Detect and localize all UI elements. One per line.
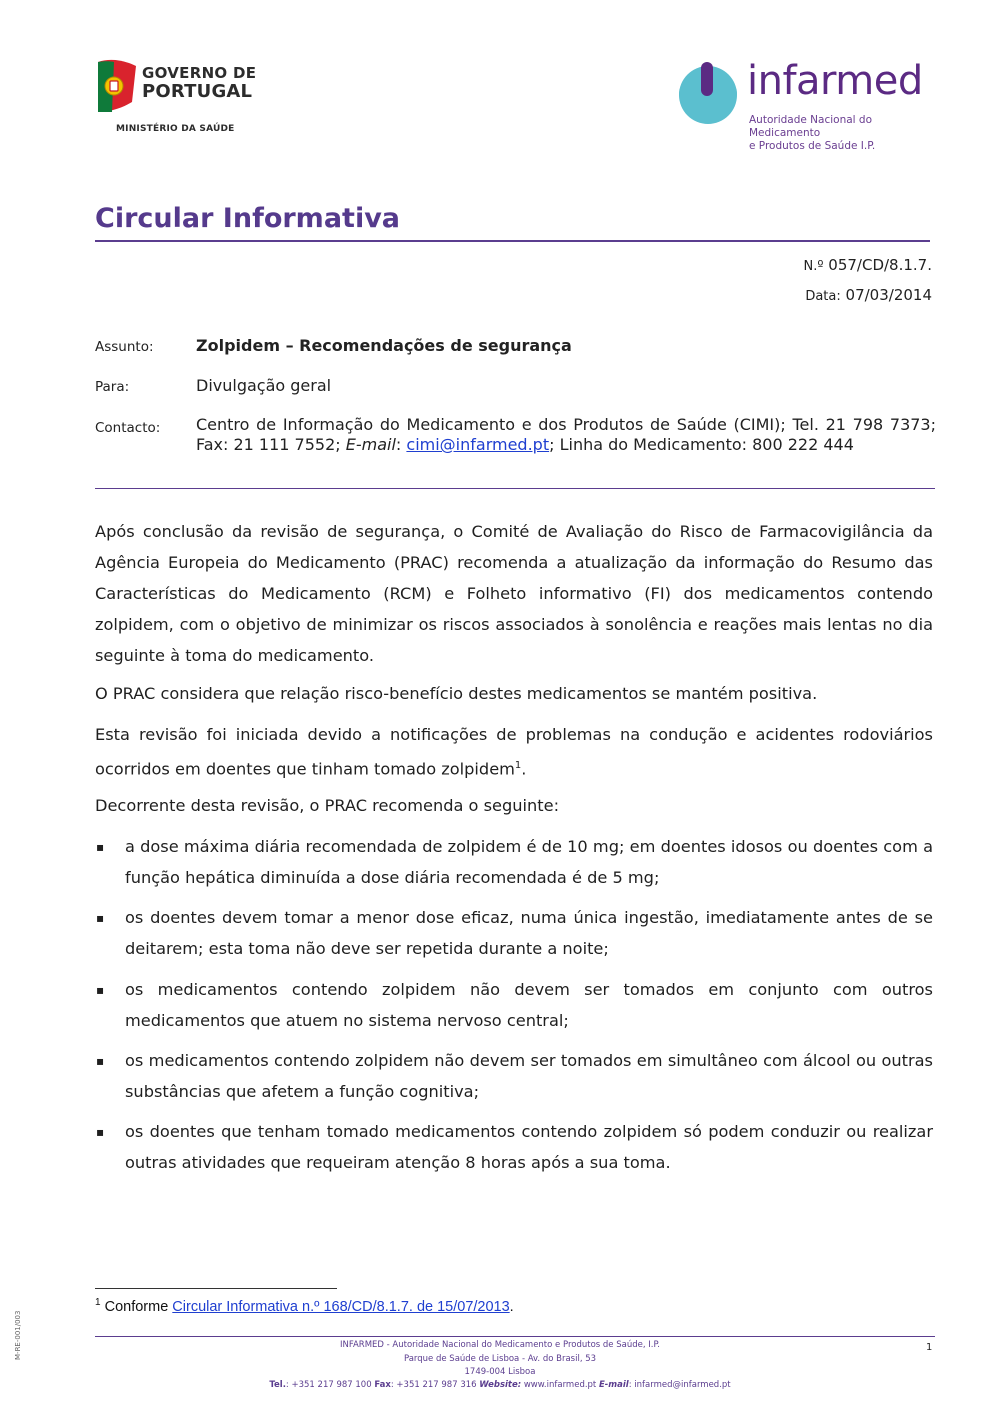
email-label: E-mail bbox=[345, 435, 396, 454]
infarmed-logo bbox=[675, 56, 945, 152]
footnote-reference: 1 bbox=[514, 760, 522, 771]
paragraph-origin-text: Esta revisão foi iniciada devido a notificações de problemas na condução e acidentes rodoviários ocorridos em doentes que tinham tomado zolpidem bbox=[95, 725, 933, 779]
subject-value: Zolpidem – Recomendações de segurança bbox=[196, 336, 572, 355]
footer-postal-code: 1749-004 Lisboa bbox=[464, 1367, 536, 1377]
paragraph-benefit: O PRAC considera que relação risco-benefício destes medicamentos se mantém positiva. bbox=[95, 684, 818, 703]
footer-contacts bbox=[0, 1380, 1000, 1390]
footer-fax-label: Fax bbox=[374, 1380, 391, 1390]
list-item: os medicamentos contendo zolpidem não devem ser tomados em conjunto com outros medicamentos que atuem no sistema nervoso central; bbox=[125, 980, 933, 1030]
footer-organization: INFARMED - Autoridade Nacional do Medicamento e Produtos de Saúde, I.P. bbox=[340, 1340, 660, 1350]
paragraph-origin bbox=[95, 719, 933, 784]
footnote-end: . bbox=[509, 1298, 514, 1315]
header-divider bbox=[95, 488, 935, 489]
gov-logo-line1: GOVERNO DE bbox=[142, 64, 257, 82]
number-value: 057/CD/8.1.7. bbox=[828, 256, 932, 274]
list-item: os doentes que tenham tomado medicamentos contendo zolpidem só podem conduzir ou realizar outras atividades que requeiram atenção 8 horas após a sua toma. bbox=[125, 1122, 933, 1172]
contact-value bbox=[196, 415, 936, 455]
email-separator: : bbox=[395, 435, 407, 454]
paragraph-origin-end: . bbox=[521, 759, 527, 779]
title-divider bbox=[95, 240, 930, 242]
infarmed-subtitle-line1: Autoridade Nacional do Medicamento bbox=[749, 114, 873, 139]
infarmed-wordmark: infarmed bbox=[747, 58, 923, 104]
paragraph-intro: Após conclusão da revisão de segurança, o Comité de Avaliação do Risco de Farmacovigilância da Agência Europeia do Medicamento (PRAC) recomenda a atualização da informação do Resumo das Características do Medicamento (RCM) e Folheto informativo (FI) dos medicamentos contendo zolpidem, com o objetivo de minimizar os riscos associados à sonolência e reações mais lentas no dia seguinte à toma do medicamento. bbox=[95, 522, 933, 665]
list-item: os medicamentos contendo zolpidem não devem ser tomados em simultâneo com álcool ou outras substâncias que afetem a função cognitiva; bbox=[125, 1051, 933, 1101]
bullet-marker: ▪ bbox=[96, 1125, 105, 1139]
infarmed-mark-icon bbox=[675, 62, 741, 132]
date-value: 07/03/2014 bbox=[845, 286, 932, 304]
footer-tel-label: Tel. bbox=[269, 1380, 286, 1390]
footnote-circular-link[interactable]: Circular Informativa n.º 168/CD/8.1.7. de 15/07/2013 bbox=[172, 1298, 510, 1315]
contact-label: Contacto: bbox=[95, 420, 161, 436]
document-code: M-RE-001/003 bbox=[14, 1310, 22, 1360]
document-title: Circular Informativa bbox=[95, 203, 401, 234]
bullet-marker: ▪ bbox=[96, 1054, 105, 1068]
date-label: Data: bbox=[805, 289, 841, 304]
to-label: Para: bbox=[95, 379, 130, 395]
number-label: N.º bbox=[803, 259, 824, 274]
contact-text: Centro de Informação do Medicamento e dos Produtos de Saúde (CIMI); Tel. 21 798 7373; Fax: 21 111 7552; bbox=[196, 415, 936, 454]
bullet-marker: ▪ bbox=[96, 911, 105, 925]
governo-de-portugal-logo bbox=[92, 56, 262, 136]
footer-fax: : +351 217 987 316 bbox=[390, 1380, 480, 1390]
footer-web-label: Website: bbox=[479, 1380, 522, 1390]
footnote bbox=[95, 1297, 514, 1315]
footnote-text: Conforme bbox=[100, 1298, 173, 1315]
circular-number bbox=[804, 256, 932, 274]
footnote-mark: 1 bbox=[95, 1297, 101, 1308]
footer-divider bbox=[95, 1336, 935, 1337]
contact-text-end: ; Linha do Medicamento: 800 222 444 bbox=[549, 435, 854, 454]
circular-date bbox=[805, 286, 932, 304]
to-value: Divulgação geral bbox=[196, 376, 332, 395]
footer-website: www.infarmed.pt bbox=[521, 1380, 599, 1390]
footnote-divider bbox=[95, 1288, 337, 1289]
gov-logo-text bbox=[142, 66, 256, 101]
paragraph-recommendations: Decorrente desta revisão, o PRAC recomenda o seguinte: bbox=[95, 796, 560, 815]
infarmed-subtitle-line2: e Produtos de Saúde I.P. bbox=[749, 140, 876, 152]
footer-tel: : +351 217 987 100 bbox=[285, 1380, 375, 1390]
portugal-flag-icon bbox=[92, 58, 140, 114]
page-number: 1 bbox=[926, 1342, 933, 1353]
footer-address: Parque de Saúde de Lisboa - Av. do Brasil, 53 bbox=[403, 1354, 597, 1364]
footer-email-label: E-mail bbox=[598, 1380, 629, 1390]
list-item: os doentes devem tomar a menor dose eficaz, numa única ingestão, imediatamente antes de se deitarem; esta toma não deve ser repetida durante a noite; bbox=[125, 908, 933, 958]
footer-email: : infarmed@infarmed.pt bbox=[628, 1380, 731, 1390]
list-item: a dose máxima diária recomendada de zolpidem é de 10 mg; em doentes idosos ou doentes com a função hepática diminuída a dose diária recomendada é de 5 mg; bbox=[125, 837, 933, 887]
bullet-marker: ▪ bbox=[96, 840, 105, 854]
gov-logo-line2: PORTUGAL bbox=[142, 81, 253, 102]
infarmed-subtitle bbox=[749, 114, 945, 153]
ministry-label: MINISTÉRIO DA SAÚDE bbox=[116, 124, 235, 134]
bullet-marker: ▪ bbox=[96, 983, 105, 997]
contact-email-link[interactable]: cimi@infarmed.pt bbox=[406, 435, 550, 454]
subject-label: Assunto: bbox=[95, 339, 154, 355]
